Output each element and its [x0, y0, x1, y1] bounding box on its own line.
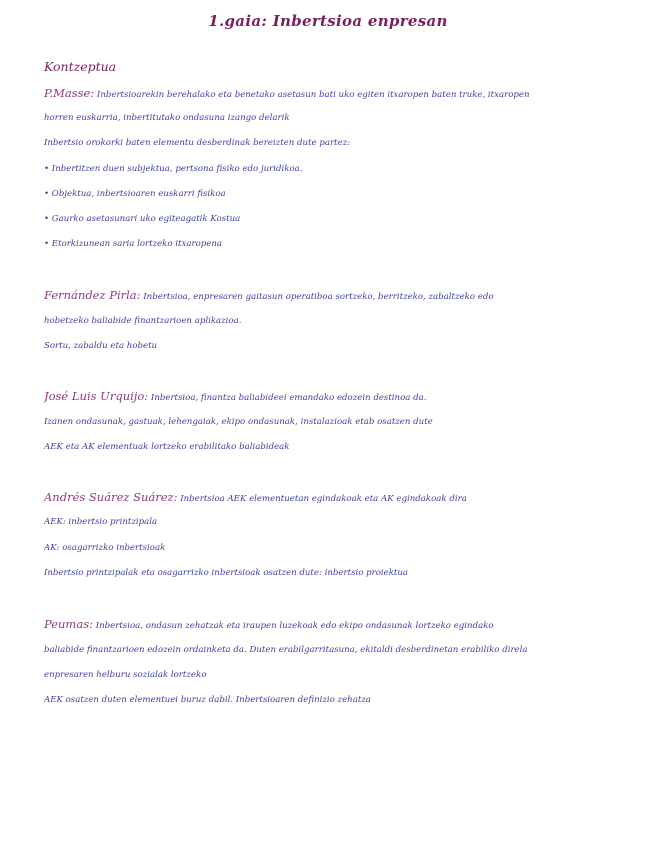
definition-line: Inbertsio orokorki baten elementu desberdinak bereizten dute partez:	[44, 138, 351, 148]
definition-line: Izanen ondasunak, gastuak, lehengaiak, ekipo ondasunak, instalazioak etab osatzen dute	[44, 417, 433, 427]
bullet-item: • Gaurko asetasunari uko egiteagatik Kostua	[44, 214, 241, 224]
definition-line: Peumas: Inbertsioa, ondasun zehatzak eta iraupen luzekoak edo ekipo ondasunak lortzeko egindako	[44, 617, 494, 631]
definition-line: enpresaren helburu sozialak lortzeko	[44, 670, 207, 680]
definition-line: P.Masse: Inbertsioarekin berehalako eta benetako asetasun bati uko egiten itxaropen baten truke, itxaropen	[44, 86, 530, 100]
section-heading: Kontzeptua	[44, 59, 117, 74]
bullet-item: • Inbertitzen duen subjektua, pertsona fisiko edo juridikoa.	[44, 164, 303, 174]
definition-line: Inbertsio printzipalak eta osagarrizko inbertsioak osatzen dute: inbertsio proiektua	[44, 568, 409, 578]
definition-line: AK: osagarrizko inbertsioak	[44, 543, 166, 553]
definition-author: Fernández Pirla:	[44, 288, 141, 302]
definition-line: José Luis Urquijo: Inbertsioa, finantza baliabideei emandako edozein destinoa da.	[44, 389, 427, 403]
bullet-item: • Objektua, inbertsioaren euskarri fisikoa	[44, 189, 226, 199]
definition-author: José Luis Urquijo:	[44, 389, 149, 403]
definition-line: Fernández Pirla: Inbertsioa, enpresaren gaitasun operatiboa sortzeko, berritzeko, zabaltzeko edo	[44, 288, 494, 302]
definition-line: Andrés Suárez Suárez: Inbertsioa AEK elementuetan egindakoak eta AK egindakoak dira	[44, 490, 467, 504]
definition-line: hobetzeko baliabide finantzarioen aplikazioa.	[44, 316, 242, 326]
definition-line: baliabide finantzarioen edozein ordainketa da. Duten erabilgarritasuna, ekitaldi desberdinetan erabiliko direla	[44, 645, 528, 655]
definition-line: horren euskarria, inbertitutako ondasuna izango delarik	[44, 113, 290, 123]
definition-author: P.Masse:	[44, 86, 95, 100]
definition-author: Peumas:	[44, 617, 93, 631]
definition-author: Andrés Suárez Suárez:	[44, 490, 178, 504]
definition-line: AEK: inbertsio printzipala	[44, 517, 158, 527]
definition-line: AEK eta AK elementuak lortzeko erabilitako baliabideak	[44, 442, 290, 452]
page-title: 1.gaia: Inbertsioa enpresan	[208, 12, 448, 30]
bullet-item: • Etorkizunean sariа lortzeko itxaropena	[44, 239, 222, 249]
definition-line: AEK osatzen duten elementuei buruz dabil. Inbertsioaren definizio zehatza	[44, 695, 371, 705]
definition-line: Sortu, zabaldu eta hobetu	[44, 341, 158, 351]
